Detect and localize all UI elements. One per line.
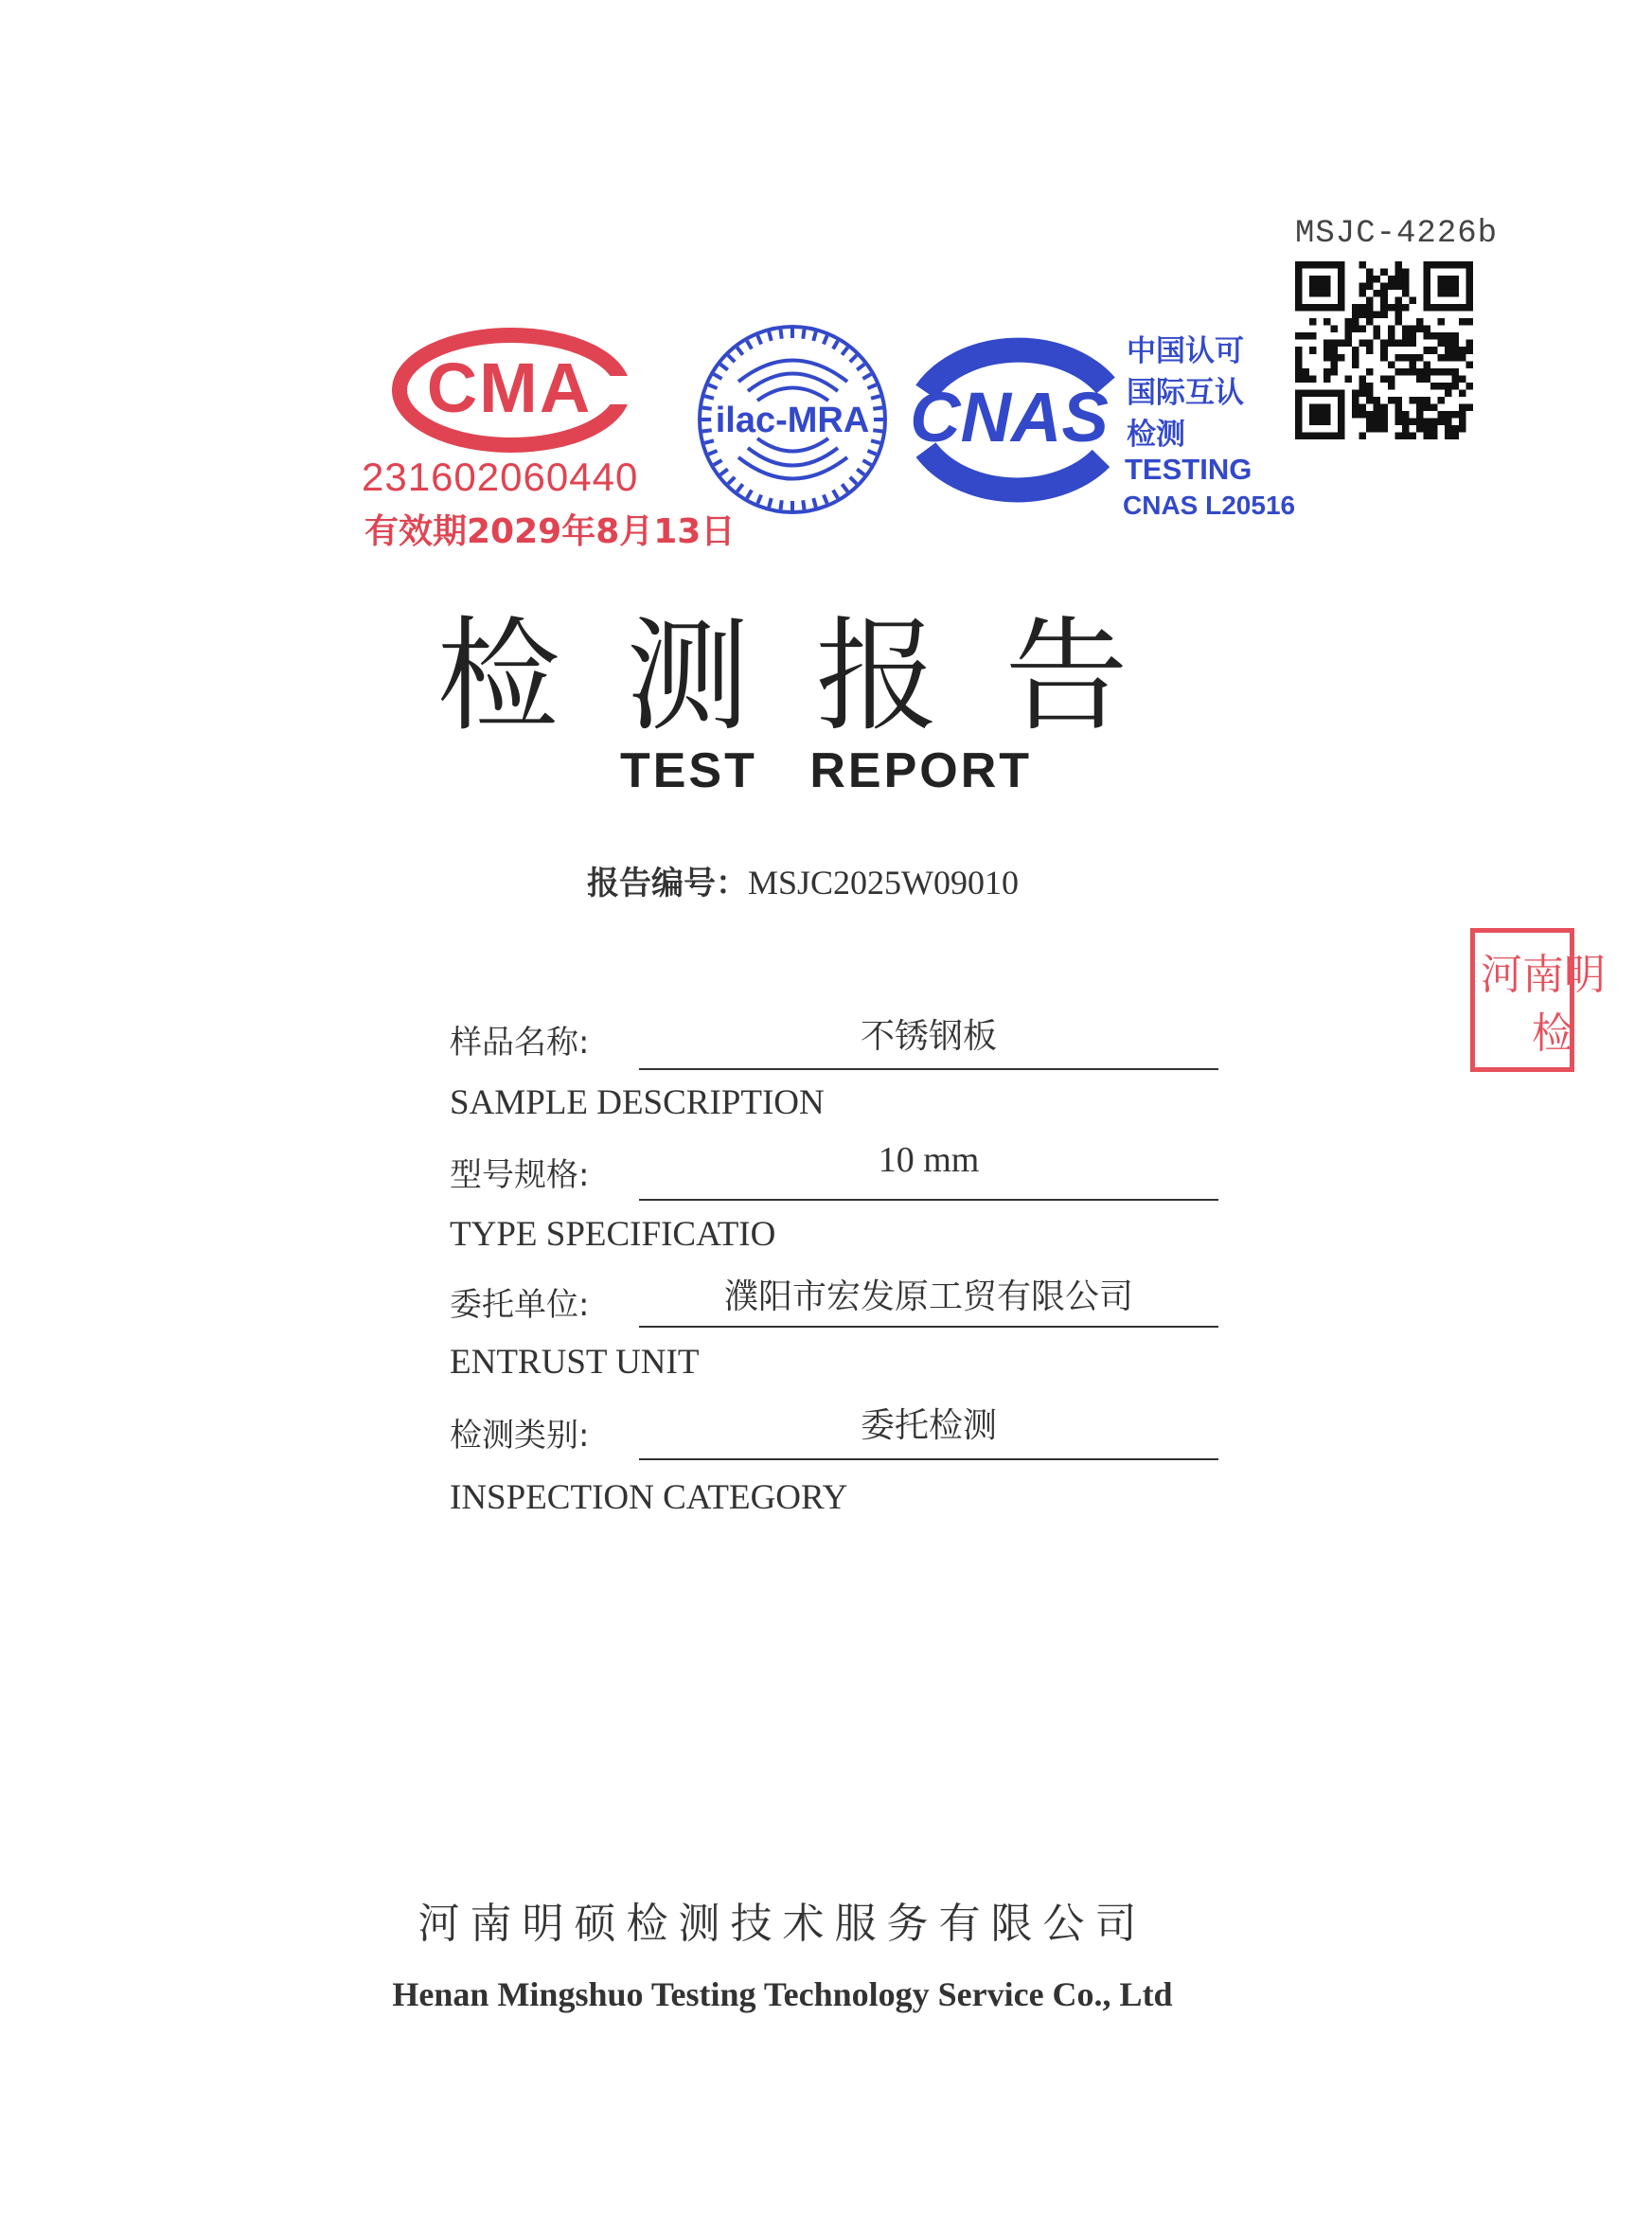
inspection-category-label-cn: 检测类别: [450,1417,590,1455]
cnas-logo-text: CNAS [910,378,1109,456]
document-code: MSJC-4226b [1295,216,1499,252]
report-title-cn: 检测报告 [436,604,1195,748]
sample-description-underline [639,1068,1218,1070]
inspection-category-underline [639,1458,1218,1460]
cma-logo-text: CMA [426,348,593,427]
report-number [587,857,1019,903]
sample-description-label-en: SAMPLE DESCRIPTION [450,1083,825,1122]
entrust-unit-underline [639,1326,1218,1328]
type-specification-label-en: TYPE SPECIFICATIO [450,1215,776,1254]
company-name-cn: 河南明硕检测技术服务有限公司 [417,1900,1147,1948]
ilac-mra-seal-icon [696,320,890,519]
inspection-category-label-en: INSPECTION CATEGORY [450,1478,848,1517]
cma-number: 231602060440 [362,455,639,499]
cnas-code: CNAS L20516 [1123,491,1296,520]
cnas-label-line3: 检测 [1127,418,1185,452]
cma-logo-icon [388,324,634,456]
type-specification-value: 10 mm [878,1140,980,1180]
company-stamp-line2: 检 [1532,1009,1573,1058]
type-specification-underline [639,1199,1218,1201]
sample-description-value: 不锈钢板 [860,1017,997,1056]
company-stamp-line1: 河南明 [1481,951,1606,999]
report-number-label: 报告编号： [587,865,748,902]
entrust-unit-label-cn: 委托单位: [450,1286,590,1324]
cnas-label-line2: 国际互认 [1127,376,1244,410]
cma-validity: 有效期2029年8月13日 [364,512,736,551]
type-specification-label-cn: 型号规格: [450,1156,590,1194]
company-name-en: Henan Mingshuo Testing Technology Service Co., Ltd [392,1975,1173,2013]
ilac-logo-text: ilac-MRA [715,401,870,440]
cnas-logo-icon [897,333,1125,509]
report-title-en: TEST REPORT [619,743,1033,798]
inspection-category-value: 委托检测 [860,1406,997,1445]
qr-code-icon [1295,261,1473,439]
company-stamp [1470,928,1606,1072]
entrust-unit-value: 濮阳市宏发原工贸有限公司 [723,1277,1133,1316]
cnas-testing-label: TESTING [1125,453,1252,486]
sample-description-label-cn: 样品名称: [450,1024,590,1062]
entrust-unit-label-en: ENTRUST UNIT [450,1343,700,1382]
report-number-value: MSJC2025W09010 [748,864,1020,902]
cnas-label-line1: 中国认可 [1127,334,1244,368]
